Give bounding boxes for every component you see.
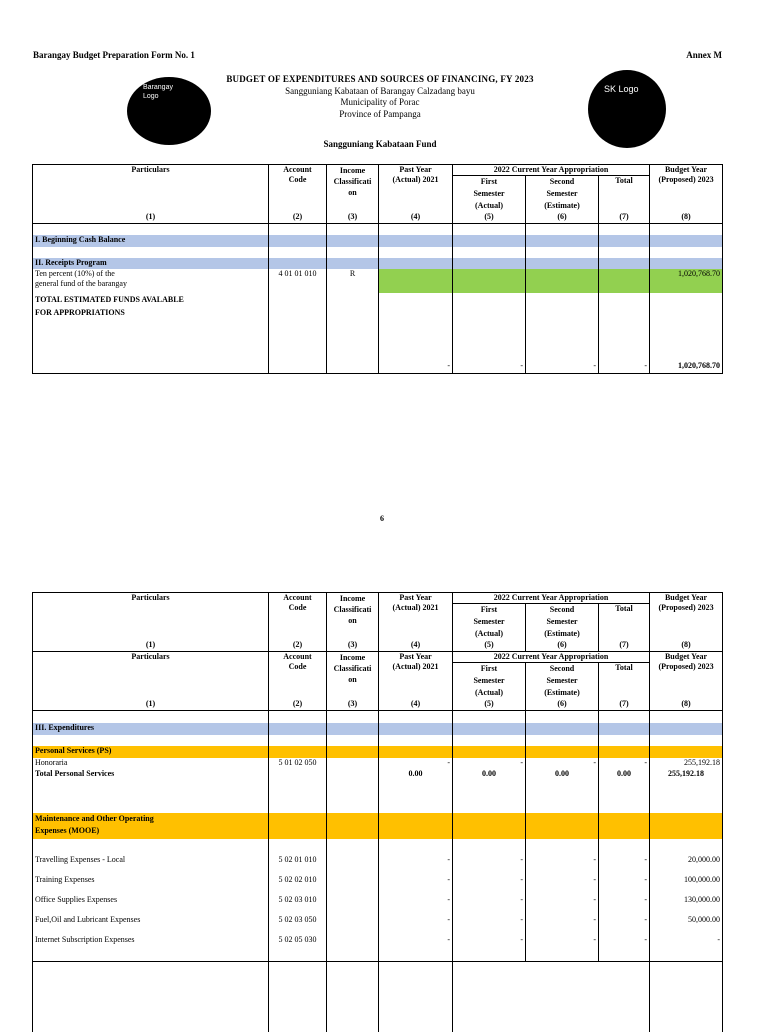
num-2: (2) (269, 212, 327, 224)
mooe-first: - (453, 870, 526, 890)
table-row (33, 930, 723, 950)
beginning-cash-label: I. Beginning Cash Balance (33, 235, 269, 247)
col-particulars: Particulars (33, 165, 269, 213)
mooe-name: Training Expenses (33, 870, 269, 890)
form-label: Barangay Budget Preparation Form No. 1 (33, 50, 195, 60)
honoraria-code: 5 01 02 050 (269, 758, 327, 769)
honoraria-first: - (453, 758, 526, 769)
num-2: (2) (269, 699, 327, 711)
table-row (33, 850, 723, 870)
subtitle-municipality: Municipality of Porac (340, 97, 420, 107)
col-account-code: Account Code (269, 652, 327, 700)
document-title: BUDGET OF EXPENDITURES AND SOURCES OF FINANCING, FY 2023 (226, 74, 534, 84)
subtitle-province: Province of Pampanga (339, 108, 421, 119)
num-1: (1) (33, 640, 269, 652)
num-8: (8) (650, 212, 723, 224)
green-cell (526, 269, 599, 293)
num-4: (4) (379, 640, 453, 652)
empty-cell (327, 930, 379, 950)
col-particulars: Particulars (33, 593, 269, 641)
num-1: (1) (33, 212, 269, 224)
total-second: - (526, 361, 599, 374)
total-ps-budget: 255,192.18 (650, 769, 723, 780)
empty-cell (327, 910, 379, 930)
mooe-name: Travelling Expenses - Local (33, 850, 269, 870)
total-first: - (453, 361, 526, 374)
expenditures-label: III. Expenditures (33, 723, 269, 735)
mooe-header: Maintenance and Other Operating Expenses (MOOE) (33, 813, 269, 839)
mooe-name: Office Supplies Expenses (33, 890, 269, 910)
num-8: (8) (650, 699, 723, 711)
header-rows-2b (33, 652, 723, 711)
honoraria-second: - (526, 758, 599, 769)
expenditures-table (32, 592, 723, 1032)
table-row (33, 293, 723, 361)
total-total: - (599, 361, 650, 374)
receipt-budget: 1,020,768.70 (650, 269, 723, 293)
num-7: (7) (599, 640, 650, 652)
mooe-code: 5 02 03 010 (269, 890, 327, 910)
mooe-name: Internet Subscription Expenses (33, 930, 269, 950)
table-row (33, 769, 723, 780)
col-total: Total (599, 176, 650, 213)
total-funds-label: TOTAL ESTIMATED FUNDS AVALABLE FOR APPROPRIATIONS (33, 293, 269, 361)
mooe-past: - (379, 850, 453, 870)
table-row (33, 258, 723, 269)
mooe-code: 5 02 05 030 (269, 930, 327, 950)
mooe-code: 5 02 01 010 (269, 850, 327, 870)
num-4: (4) (379, 212, 453, 224)
table-row (33, 361, 723, 374)
empty-cell (327, 850, 379, 870)
mooe-budget: 100,000.00 (650, 870, 723, 890)
num-8: (8) (650, 640, 723, 652)
mooe-total: - (599, 890, 650, 910)
mooe-name: Fuel,Oil and Lubricant Expenses (33, 910, 269, 930)
fund-label: Sangguniang Kabataan Fund (323, 139, 437, 149)
expenditures-body (33, 711, 723, 851)
col-second-sem: Second Semester (Estimate) (526, 663, 599, 700)
col-income-class: Income Classificati on (327, 593, 379, 641)
col-account-code: Account Code (269, 593, 327, 641)
col-second-sem: Second Semester (Estimate) (526, 176, 599, 213)
num-5: (5) (453, 212, 526, 224)
table-row (33, 723, 723, 735)
mooe-budget: - (650, 930, 723, 950)
green-cell (453, 269, 526, 293)
mooe-budget: 20,000.00 (650, 850, 723, 870)
col-income-class: Income Classificati on (327, 165, 379, 213)
receipt-item: Ten percent (10%) of the general fund of the barangay (33, 269, 269, 293)
expenditures-tail (33, 950, 723, 1032)
mooe-second: - (526, 930, 599, 950)
col-income-class: Income Classificati on (327, 652, 379, 700)
num-2: (2) (269, 640, 327, 652)
honoraria-budget: 255,192.18 (650, 758, 723, 769)
col-total: Total (599, 604, 650, 641)
mooe-rows (33, 850, 723, 950)
header-rows-1 (33, 165, 723, 224)
total-ps-past: 0.00 (379, 769, 453, 780)
mooe-past: - (379, 890, 453, 910)
honoraria-label: Honoraria (33, 758, 269, 769)
mooe-second: - (526, 910, 599, 930)
honoraria-total: - (599, 758, 650, 769)
logo-left-line1: Barangay (143, 84, 173, 91)
num-6: (6) (526, 212, 599, 224)
num-4: (4) (379, 699, 453, 711)
mooe-total: - (599, 870, 650, 890)
total-ps-label: Total Personal Services (33, 769, 269, 780)
col-total: Total (599, 663, 650, 700)
logo-left-line2: Logo (143, 93, 159, 100)
num-7: (7) (599, 699, 650, 711)
table-row (33, 235, 723, 247)
mooe-past: - (379, 910, 453, 930)
mooe-first: - (453, 850, 526, 870)
page-number: 6 (380, 514, 384, 523)
sk-logo (588, 70, 666, 148)
mooe-second: - (526, 850, 599, 870)
num-7: (7) (599, 212, 650, 224)
table-row (33, 870, 723, 890)
mooe-first: - (453, 930, 526, 950)
col-first-sem: First Semester (Actual) (453, 176, 526, 213)
table-row (33, 269, 723, 293)
col-past-year: Past Year (Actual) 2021 (379, 652, 453, 700)
mooe-first: - (453, 910, 526, 930)
table-row (33, 758, 723, 769)
green-cell (379, 269, 453, 293)
col-particulars: Particulars (33, 652, 269, 700)
header-rows-2a (33, 593, 723, 652)
receipts-table (32, 164, 723, 374)
col-budget-year: Budget Year (Proposed) 2023 (650, 593, 723, 641)
total-ps-first: 0.00 (453, 769, 526, 780)
mooe-second: - (526, 870, 599, 890)
col-current-year: 2022 Current Year Appropriation (453, 652, 650, 663)
num-3: (3) (327, 640, 379, 652)
table-row (33, 910, 723, 930)
mooe-first: - (453, 890, 526, 910)
subtitle-sk: Sangguniang Kabataan of Barangay Calzadang bayu (285, 85, 475, 96)
col-past-year: Past Year (Actual) 2021 (379, 593, 453, 641)
mooe-code: 5 02 02 010 (269, 870, 327, 890)
num-6: (6) (526, 699, 599, 711)
receipts-body (33, 224, 723, 374)
title-block (180, 74, 580, 120)
num-3: (3) (327, 212, 379, 224)
mooe-total: - (599, 850, 650, 870)
num-1: (1) (33, 699, 269, 711)
total-ps-total: 0.00 (599, 769, 650, 780)
num-5: (5) (453, 699, 526, 711)
ps-header: Personal Services (PS) (33, 746, 269, 758)
col-first-sem: First Semester (Actual) (453, 663, 526, 700)
mooe-second: - (526, 890, 599, 910)
mooe-total: - (599, 930, 650, 950)
empty-cell (327, 870, 379, 890)
empty-cell (327, 890, 379, 910)
num-6: (6) (526, 640, 599, 652)
col-first-sem: First Semester (Actual) (453, 604, 526, 641)
table-row (33, 890, 723, 910)
receipts-program-label: II. Receipts Program (33, 258, 269, 269)
num-3: (3) (327, 699, 379, 711)
table-row (33, 813, 723, 839)
green-cell (599, 269, 650, 293)
col-past-year: Past Year (Actual) 2021 (379, 165, 453, 213)
col-budget-year: Budget Year (Proposed) 2023 (650, 165, 723, 213)
col-second-sem: Second Semester (Estimate) (526, 604, 599, 641)
honoraria-past: - (379, 758, 453, 769)
mooe-past: - (379, 930, 453, 950)
total-ps-second: 0.00 (526, 769, 599, 780)
receipt-code: 4 01 01 010 (269, 269, 327, 293)
total-past: - (379, 361, 453, 374)
mooe-code: 5 02 03 050 (269, 910, 327, 930)
mooe-total: - (599, 910, 650, 930)
receipt-class: R (327, 269, 379, 293)
mooe-budget: 50,000.00 (650, 910, 723, 930)
col-current-year: 2022 Current Year Appropriation (453, 593, 650, 604)
col-account-code: Account Code (269, 165, 327, 213)
annex-label: Annex M (686, 50, 722, 60)
mooe-budget: 130,000.00 (650, 890, 723, 910)
mooe-past: - (379, 870, 453, 890)
col-current-year: 2022 Current Year Appropriation (453, 165, 650, 176)
total-budget: 1,020,768.70 (650, 361, 723, 374)
table-row (33, 746, 723, 758)
col-budget-year: Budget Year (Proposed) 2023 (650, 652, 723, 700)
sk-logo-label: SK Logo (604, 84, 639, 94)
num-5: (5) (453, 640, 526, 652)
